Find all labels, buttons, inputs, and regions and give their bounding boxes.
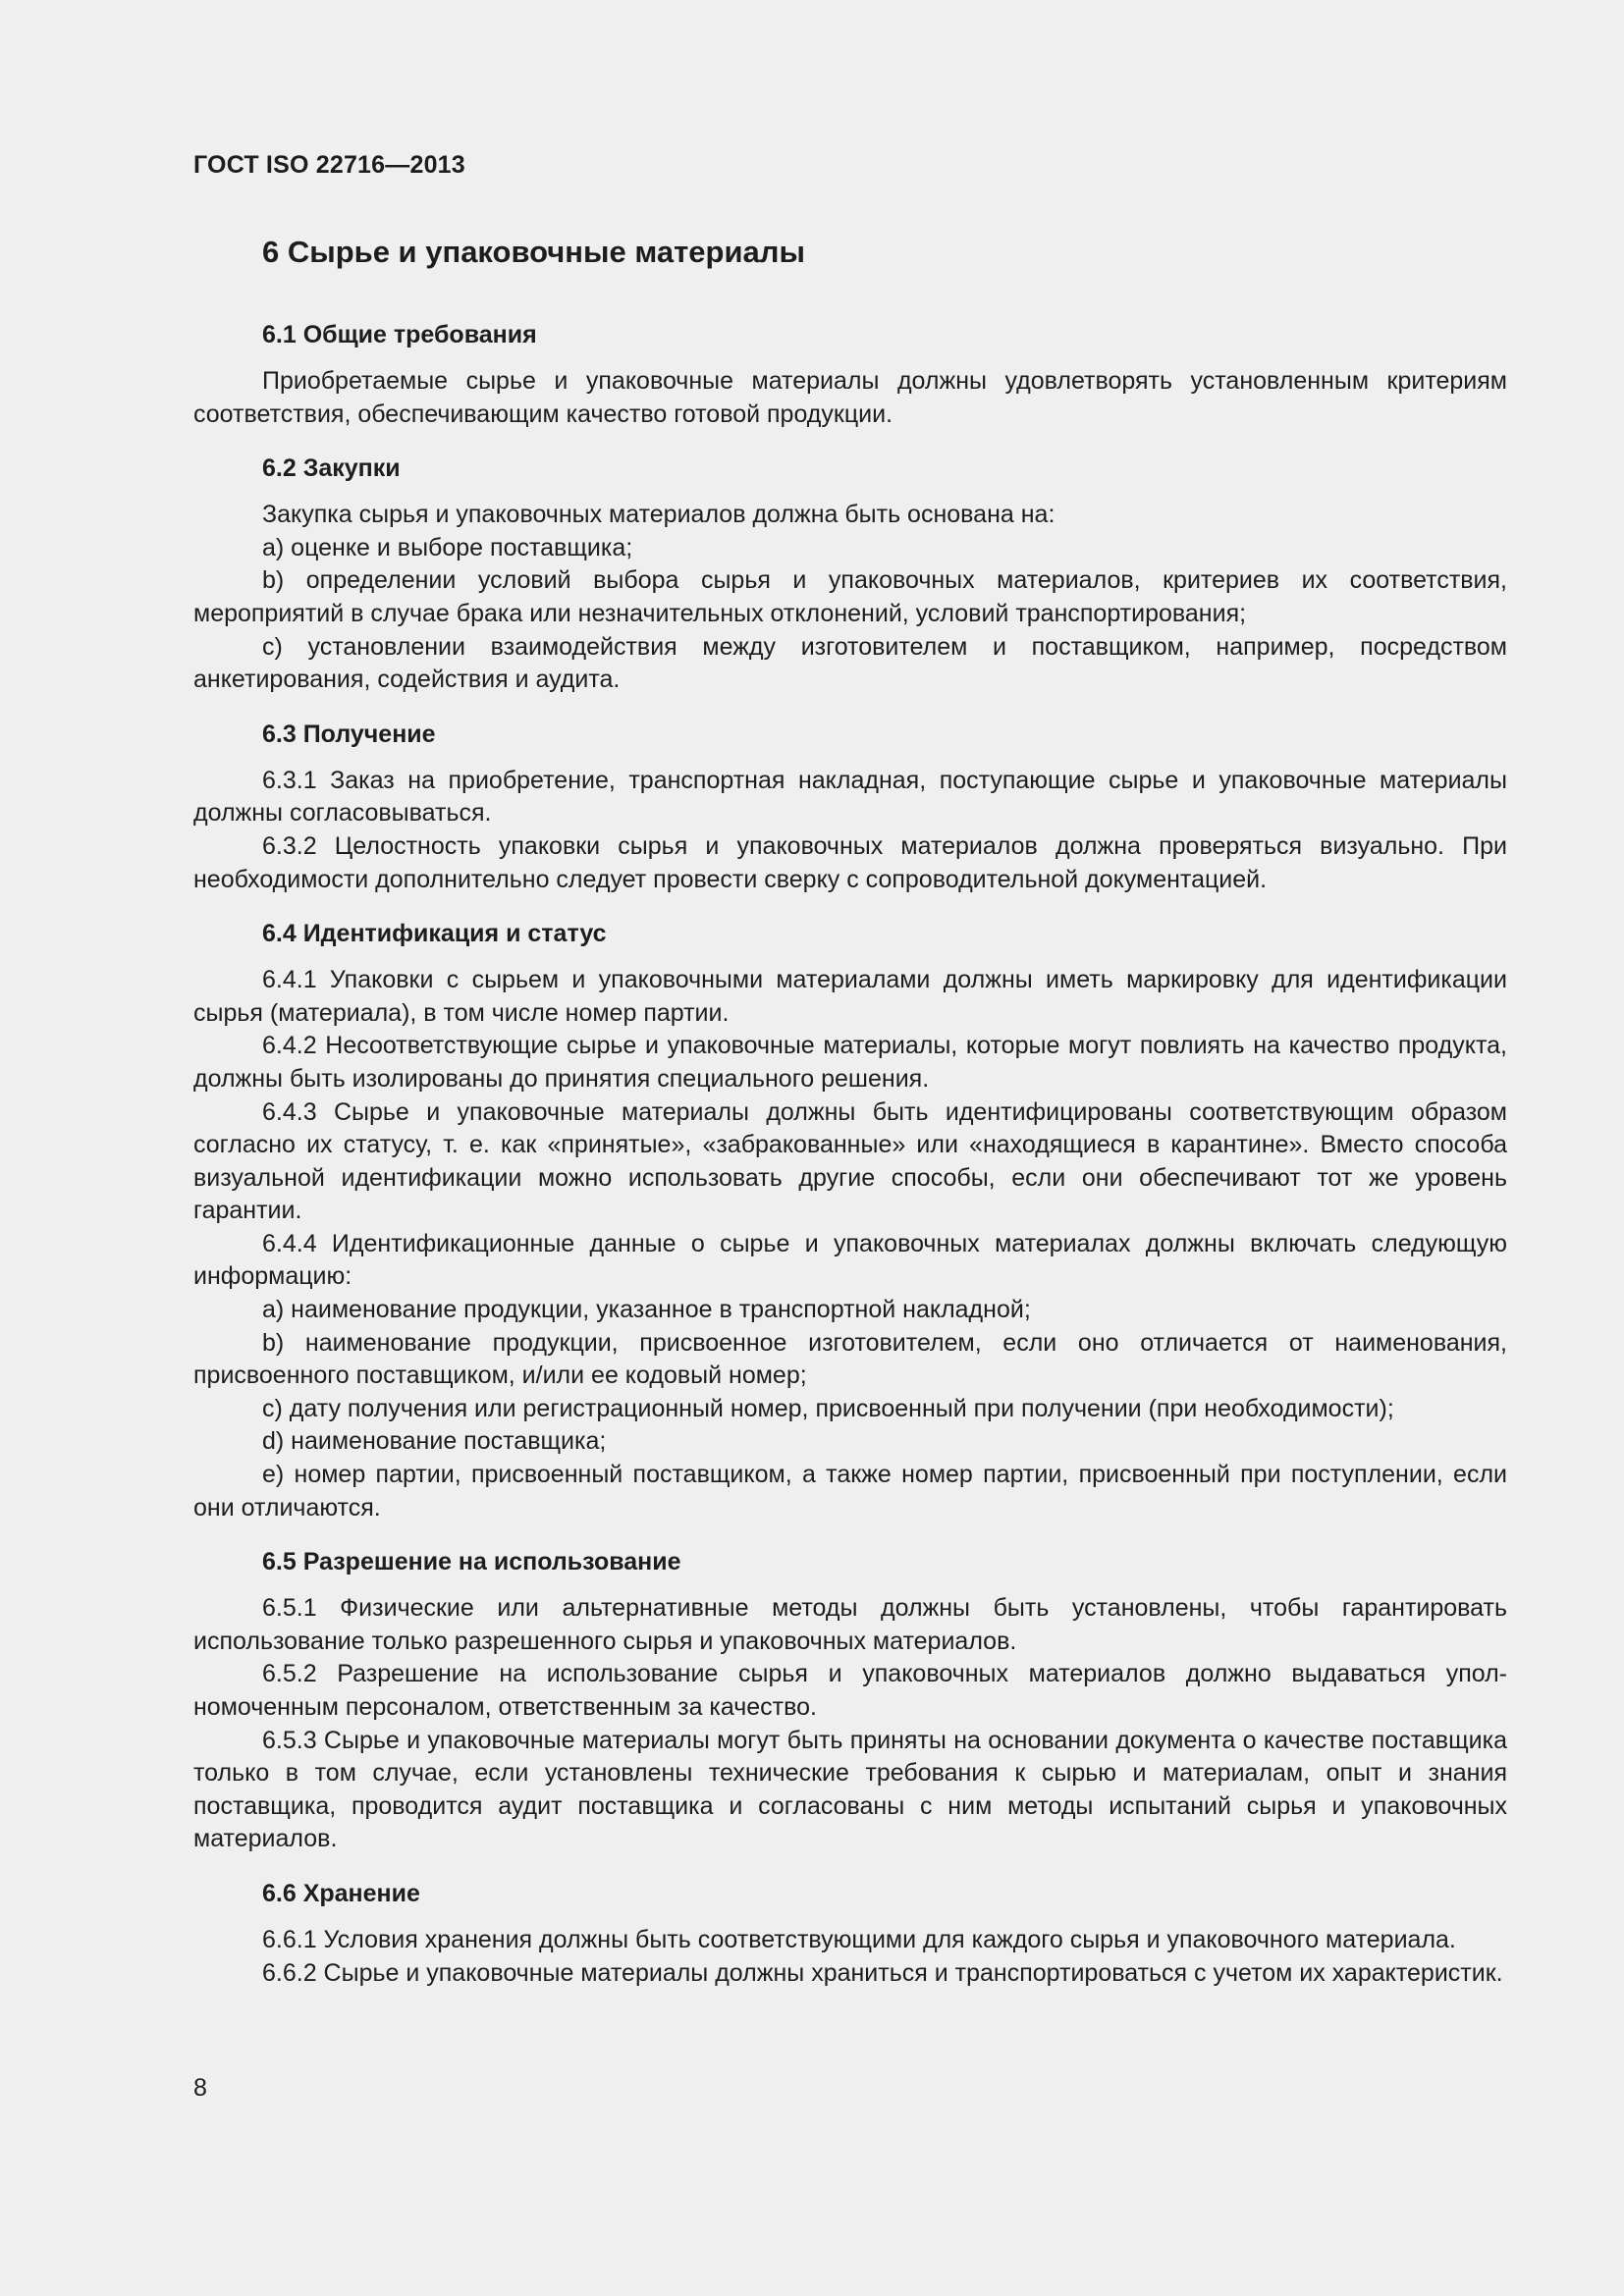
subsection-title: 6.2 Закупки bbox=[262, 454, 401, 483]
paragraph: 6.6.2 Сырье и упаковочные материалы должны храниться и транспортироваться с учетом их характеристик. bbox=[262, 1958, 1503, 1987]
subsection-6-3 bbox=[193, 718, 1507, 896]
paragraph: Приобретаемые сырье и упаковочные материалы должны удовлетворять установленным критериям соответствия, обеспечивающим качество готовой продукции. bbox=[193, 367, 1507, 428]
list-item: d) наименование поставщика; bbox=[262, 1427, 607, 1456]
document-page bbox=[193, 147, 1507, 2010]
list-item: c) установлении взаимодействия между изготовителем и поставщиком, например, посредством анкетирования, содействия и аудита. bbox=[193, 632, 1507, 694]
subsection-6-2 bbox=[193, 452, 1507, 697]
paragraph: 6.5.3 Сырье и упаковочные материалы могут быть приняты на основании документа о качестве поставщика только в том случае, если установлены технические требования к сырью и материалам, опыт и знания поставщика, проводится аудит поставщика и согласованы с ним методы испытаний сырья и упаковочных материалов. bbox=[193, 1726, 1507, 1853]
paragraph: 6.6.1 Условия хранения должны быть соответствующими для каждого сырья и упаковочного материала. bbox=[262, 1925, 1456, 1953]
subsection-6-4 bbox=[193, 917, 1507, 1524]
subsection-6-6 bbox=[193, 1877, 1507, 1990]
document-code: ГОСТ ISO 22716—2013 bbox=[193, 151, 465, 179]
paragraph: 6.4.3 Сырье и упаковочные материалы должны быть идентифицированы соответствующим образом согласно их статусу, т. е. как «принятые», «забракованные» или «находящиеся в карантине». Вместо способа визуальной идентификации можно использовать другие способы, если они обеспечивают тот же уровень гарантии. bbox=[193, 1097, 1507, 1225]
paragraph: 6.4.2 Несоответствующие сырье и упаковочные материалы, которые могут повлиять на качество продукта, должны быть изолированы до принятия специального решения. bbox=[193, 1032, 1507, 1093]
list-item: a) наименование продукции, указанное в транспортной накладной; bbox=[262, 1296, 1031, 1324]
subsection-6-5 bbox=[193, 1545, 1507, 1856]
list-item: e) номер партии, присвоенный поставщиком, а также номер партии, присвоенный при поступлении, если они отличаются. bbox=[193, 1461, 1507, 1522]
list-item: c) дату получения или регистрационный номер, присвоенный при получении (при необходимости); bbox=[262, 1394, 1394, 1422]
paragraph: 6.5.1 Физические или альтернативные методы должны быть установлены, чтобы гарантировать использование только разрешенного сырья и упаковочных материалов. bbox=[193, 1594, 1507, 1655]
subsection-title: 6.6 Хранение bbox=[262, 1879, 420, 1907]
list-item: b) определении условий выбора сырья и упаковочных материалов, критериев их соответствия, мероприятий в случае брака или незначительных отклонений, условий транспортирования; bbox=[193, 566, 1507, 627]
page-number: 8 bbox=[193, 2074, 207, 2102]
section-title: 6 Сырье и упаковочные материалы bbox=[262, 235, 805, 269]
paragraph: 6.3.2 Целостность упаковки сырья и упаковочных материалов должна проверяться визуально. При необходимости дополнительно следует провести сверку с сопроводительной документацией. bbox=[193, 831, 1507, 893]
paragraph: Закупка сырья и упаковочных материалов должна быть основана на: bbox=[262, 501, 1056, 529]
subsection-title: 6.1 Общие требования bbox=[262, 321, 537, 348]
subsection-title: 6.3 Получение bbox=[262, 720, 436, 748]
subsection-6-1 bbox=[193, 318, 1507, 431]
paragraph: 6.4.4 Идентификационные данные о сырье и упаковочных материалах должны включать следующую информацию: bbox=[193, 1229, 1507, 1291]
list-item: a) оценке и выборе поставщика; bbox=[262, 533, 633, 561]
subsection-title: 6.5 Разрешение на использование bbox=[262, 1548, 681, 1576]
paragraph: 6.4.1 Упаковки с сырьем и упаковочными материалами должны иметь маркировку для идентификации сырья (материала), в том числе номер партии. bbox=[193, 966, 1507, 1027]
list-item: b) наименование продукции, присвоенное изготовителем, если оно отличается от наименования, присвоенного поставщиком, и/или ее кодовый номер; bbox=[193, 1328, 1507, 1390]
paragraph: 6.3.1 Заказ на приобретение, транспортная накладная, поступающие сырье и упаковочные материалы должны согласовываться. bbox=[193, 766, 1507, 828]
subsection-title: 6.4 Идентификация и статус bbox=[262, 920, 607, 948]
paragraph: 6.5.2 Разрешение на использование сырья и упаковочных материалов должно выдаваться уполномоченным персоналом, ответственным за качество. bbox=[193, 1660, 1507, 1721]
